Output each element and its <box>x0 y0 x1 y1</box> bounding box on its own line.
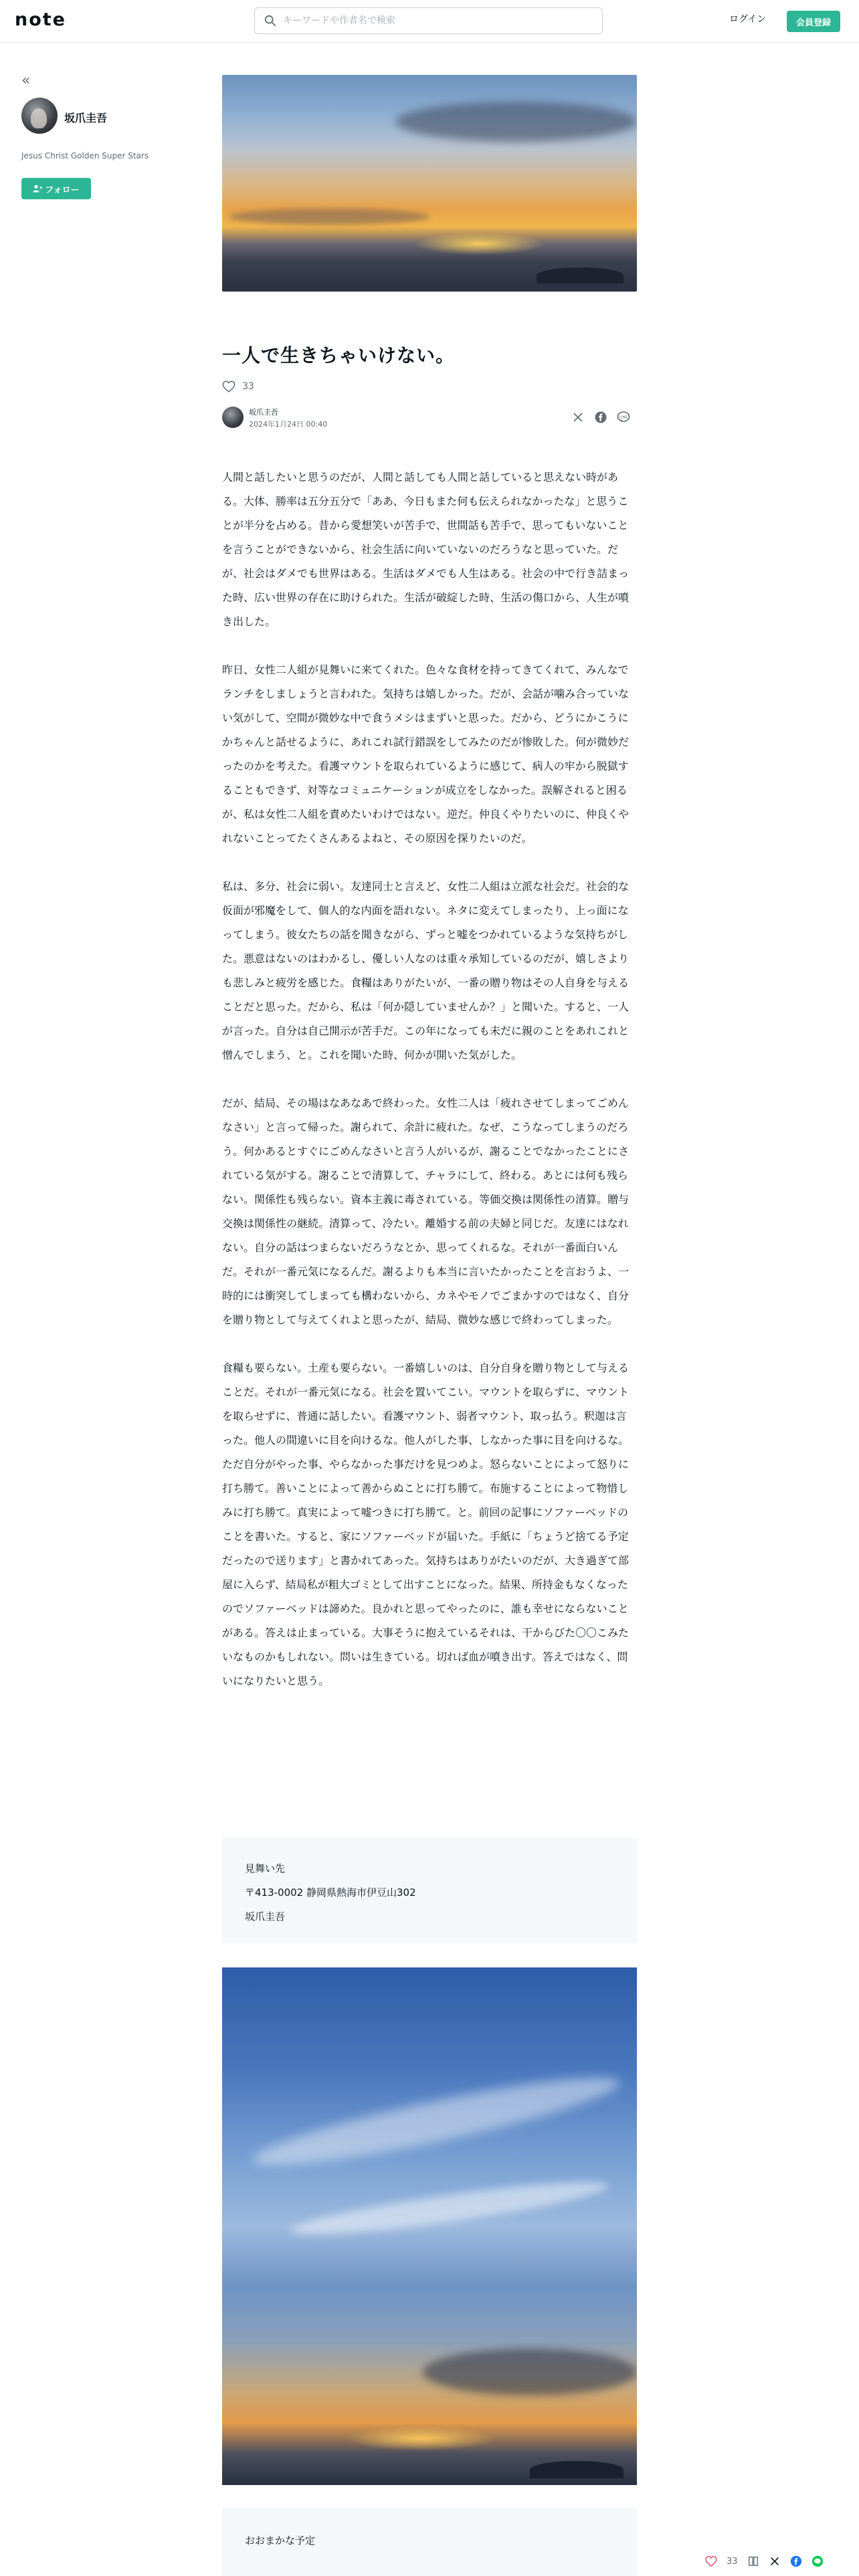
author-name[interactable]: 坂爪圭吾 <box>249 408 278 417</box>
like-count[interactable]: 33 <box>242 381 254 392</box>
paragraph: 人間と話したいと思うのだが、人間と話しても人間と話していると思えない時がある。大体、勝率は五分五分で「ああ、今日もまた何も伝えられなかったな」と思うことが半分を占める。昔から愛想笑いが苦手で、世間話も苦手で、思ってもいないことを言うことができないから、社会生活に向いていないのだろうなと思っていた。だが、社会はダメでも世界はある。生活はダメでも人生はある。社会の中で行き詰まった時、広い世界の存在に助けられた。生活が破綻した時、生活の傷口から、人生が噴き出した。 <box>222 471 630 628</box>
schedule-box <box>222 2508 637 2576</box>
heart-icon[interactable] <box>222 381 235 393</box>
author-avatar-small[interactable] <box>222 407 244 428</box>
article-body <box>222 465 637 1717</box>
address-label: 見舞い先 <box>245 1862 286 1874</box>
like-row <box>222 379 637 395</box>
facebook-icon[interactable] <box>790 2555 802 2567</box>
line-icon[interactable] <box>812 2555 824 2567</box>
search-input[interactable] <box>283 8 591 33</box>
login-button[interactable]: ログイン <box>729 12 766 25</box>
article-title: 一人で生きちゃいけない。 <box>222 344 456 366</box>
svg-text:LINE: LINE <box>619 415 628 420</box>
note-logo[interactable]: note <box>15 9 66 30</box>
sidebar-author-bio: Jesus Christ Golden Super Stars <box>21 151 149 160</box>
magazine-icon[interactable] <box>747 2555 759 2567</box>
collapse-icon[interactable]: « <box>21 72 31 89</box>
heart-icon[interactable] <box>705 2555 717 2567</box>
facebook-icon[interactable] <box>594 411 607 424</box>
paragraph: 私は、多分、社会に弱い。友達同士と言えど、女性二人組は立派な社会だ。社会的な仮面が邪魔をして、個人的な内面を語れない。ネタに変えてしまったり、上っ面になってしまう。彼女たちの話を聞きながら、ずっと嘘をつかれているような気持ちがした。悪意はないのはわかるし、優しい人なのは重々承知しているのだが、嬉しさよりも悲しみと疲労を感じた。食糧はありがたいが、一番の贈り物はその人自身を与えることだと思った。だから、私は「何か隠していませんか？」と聞いた。すると、一人が言った。自分は自己開示が苦手だ。この年になっても未だに親のことをあれこれと憎んでしまう、と。これを聞いた時、何かが開いた気がした。 <box>222 880 630 1061</box>
search-icon <box>264 15 276 27</box>
follow-button[interactable] <box>21 178 91 199</box>
sky-photo <box>222 1967 637 2485</box>
paragraph: 昨日、女性二人組が見舞いに来てくれた。色々な食材を持ってきてくれて、みんなでランチをしましょうと言われた。気持ちは嬉しかった。だが、会話が噛み合っていない気がして、空間が微妙な中で食うメシはまずいと思った。だから、どうにかこうにかちゃんと話せるように、あれこれ試行錯誤をしてみたのだが惨敗した。何が微妙だったのかを考えた。看護マウントを取られているように感じて、病人の牢から脱獄することもできず、対等なコミュニケーションが成立をしなかった。誤解されると困るが、私は女性二人組を責めたいわけではない。逆だ。仲良くやりたいのに、仲良くやれないことってたくさんあるよねと、その原因を探りたいのだ。 <box>222 663 630 845</box>
floating-like-count[interactable]: 33 <box>727 2556 738 2567</box>
x-icon[interactable] <box>571 411 585 424</box>
author-avatar[interactable] <box>21 98 58 134</box>
address-name: 坂爪圭吾 <box>245 1911 286 1923</box>
author-row <box>222 405 637 432</box>
line-icon[interactable] <box>617 411 630 424</box>
schedule-label: おおまかな予定 <box>245 2535 316 2547</box>
user-plus-icon <box>33 185 42 193</box>
publish-date: 2024年1月24日 00:40 <box>249 420 328 429</box>
follow-label: フォロー <box>45 185 80 195</box>
x-icon[interactable] <box>769 2555 781 2567</box>
paragraph: 食糧も要らない。土産も要らない。一番嬉しいのは、自分自身を贈り物として与えることだ。それが一番元気になる。社会を置いてこい。マウントを取らずに、マウントを取らせずに、普通に話したい。看護マウント、弱者マウント、取っ払う。釈迦は言った。他人の間違いに目を向けるな。他人がした事、しなかった事に目を向けるな。ただ自分がやった事、やらなかった事だけを見つめよ。怒らないことによって怒りに打ち勝て。善いことによって善からぬことに打ち勝て。布施することによって物惜しみに打ち勝て。真実によって嘘つきに打ち勝て。と。前回の記事にソファーベッドのことを書いた。すると、家にソファーベッドが届いた。手紙に「ちょうど捨てる予定だったので送ります」と書かれてあった。気持ちはありがたいのだが、大き過ぎて部屋に入らず、結局私が粗大ゴミとして出すことになった。結果、所持金もなくなったのでソファーベッドは諦めた。良かれと思ってやったのに、誰も幸せにならないことがある。答えは止まっている。大事そうに抱えているそれは、干からびた〇〇こみたいなものかもしれない。問いは生きている。切れば血が噴き出す。答えではなく、問いになりたいと思う。 <box>222 1362 630 1687</box>
search-box[interactable] <box>254 7 603 34</box>
site-header <box>0 0 859 43</box>
address-box <box>222 1838 637 1943</box>
address-text: 〒413-0002 静岡県熱海市伊豆山302 <box>245 1887 416 1899</box>
register-button[interactable]: 会員登録 <box>787 11 840 32</box>
hero-image <box>222 75 637 292</box>
sidebar-author-name[interactable]: 坂爪圭吾 <box>64 112 108 124</box>
floating-action-bar <box>705 2553 824 2569</box>
paragraph: だが、結局、その場はなあなあで終わった。女性二人は「疲れさせてしまってごめんなさい」と言って帰った。謝られて、余計に疲れた。なぜ、こうなってしまうのだろう。何かあるとすぐにごめんなさいと言う人がいるが、謝ることでなかったことにされている気がする。謝ることで清算して、チャラにして、終わる。あとには何も残らない。関係性も残らない。資本主義に毒されている。等価交換は関係性の清算。贈与交換は関係性の継続。清算って、冷たい。離婚する前の夫婦と同じだ。友達にはなれない。自分の話はつまらないだろうなとか、思ってくれるな。それが一番面白いんだ。それが一番元気になるんだ。謝るよりも本当に言いたかったことを言おうよ、一時的には衝突してしまっても構わないから、カネやモノでごまかすのではなく、自分を贈り物として与えてくれよと思ったが、結局、微妙な感じで終わってしまった。 <box>222 1097 630 1326</box>
